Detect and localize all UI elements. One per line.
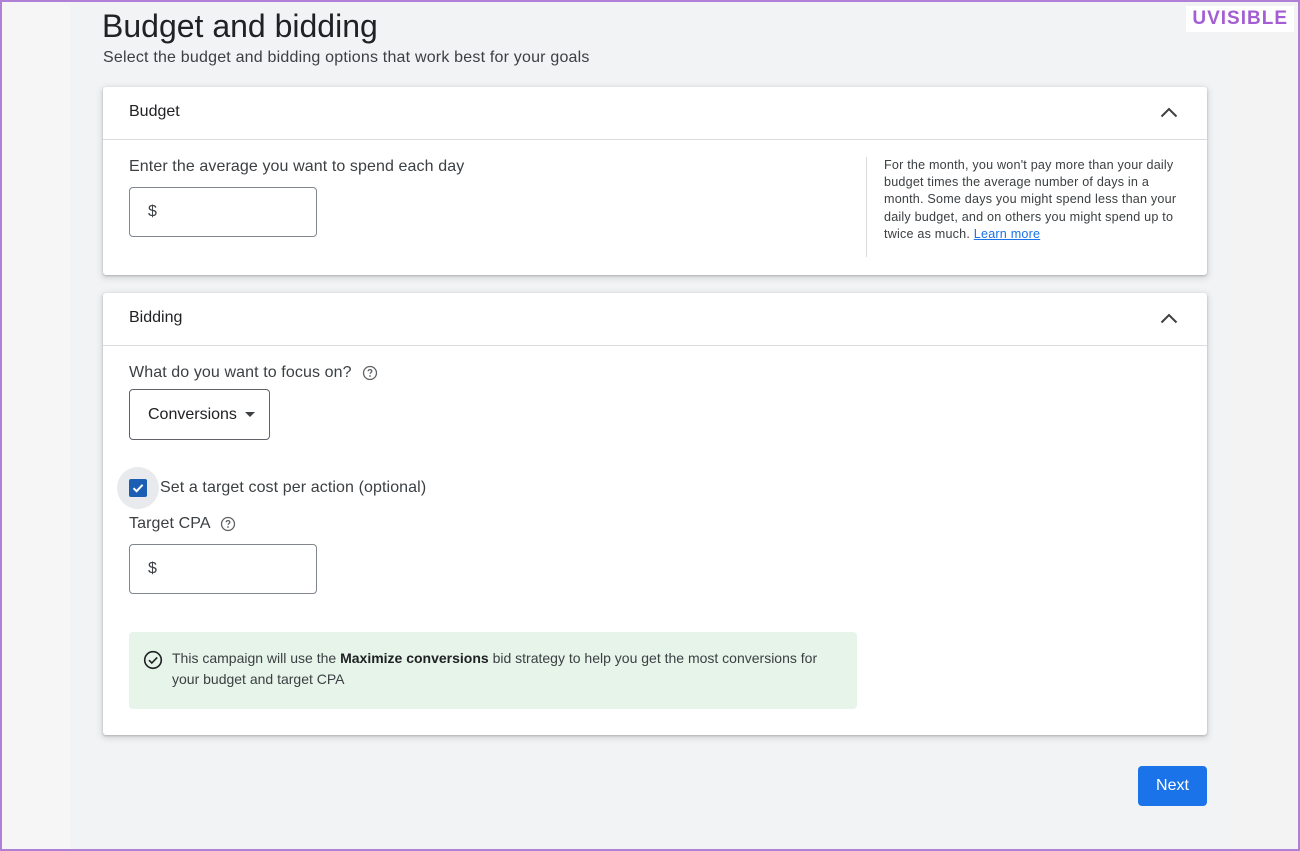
target-cpa-checkbox-row — [117, 467, 426, 509]
bid-strategy-banner — [129, 632, 857, 709]
target-cpa-checkbox-label[interactable]: Set a target cost per action (optional) — [160, 479, 427, 496]
chevron-up-icon — [1157, 307, 1181, 331]
focus-label: What do you want to focus on? — [129, 364, 352, 381]
dropdown-arrow-icon — [245, 412, 255, 417]
focus-question — [129, 364, 378, 382]
focus-dropdown[interactable] — [129, 389, 270, 440]
target-cpa-field[interactable] — [161, 559, 305, 579]
vertical-divider — [866, 157, 867, 257]
budget-card — [103, 87, 1207, 275]
bidding-card — [103, 293, 1207, 735]
help-icon[interactable] — [362, 365, 378, 381]
target-cpa-label: Target CPA — [129, 515, 210, 532]
currency-symbol: $ — [148, 560, 157, 577]
check-circle-icon — [143, 650, 163, 670]
target-cpa-heading — [129, 515, 236, 533]
bidding-collapse-button[interactable] — [1157, 307, 1181, 331]
chevron-up-icon — [1157, 101, 1181, 125]
target-cpa-input[interactable] — [129, 544, 317, 594]
bidding-card-title: Bidding — [129, 309, 183, 326]
budget-card-title: Budget — [129, 103, 180, 120]
daily-budget-label: Enter the average you want to spend each day — [129, 158, 465, 175]
left-gutter — [2, 2, 70, 849]
target-cpa-checkbox[interactable] — [117, 467, 159, 509]
currency-symbol: $ — [148, 203, 157, 220]
daily-budget-input[interactable] — [129, 187, 317, 237]
focus-selected-value: Conversions — [148, 405, 237, 423]
learn-more-link[interactable]: Learn more — [973, 226, 1041, 241]
next-button[interactable]: Next — [1138, 766, 1207, 806]
page-title: Budget and bidding — [102, 8, 378, 44]
watermark-logo: UVISIBLE — [1186, 6, 1294, 32]
budget-help-text — [884, 157, 1184, 243]
banner-prefix: This campaign will use the — [172, 650, 341, 666]
help-icon[interactable] — [220, 516, 236, 532]
page-subtitle: Select the budget and bidding options that work best for your goals — [103, 49, 590, 66]
budget-note-text: For the month, you won't pay more than your daily budget times the average number of days in a month. Some days you might spend less than your daily budget, and on others you might spend up to twice as much. — [884, 158, 1177, 241]
banner-suffix: bid strategy to help you get the most conversions for your budget and target CPA — [172, 650, 818, 687]
checkbox-checked — [129, 479, 147, 497]
checkmark-icon — [131, 481, 145, 495]
right-gutter — [1230, 2, 1298, 849]
bidding-card-header[interactable] — [103, 293, 1207, 346]
budget-collapse-button[interactable] — [1157, 101, 1181, 125]
budget-card-header[interactable] — [103, 87, 1207, 140]
banner-text — [172, 648, 842, 690]
banner-strategy-name: Maximize conversions — [340, 650, 489, 666]
daily-budget-field[interactable] — [161, 202, 305, 222]
